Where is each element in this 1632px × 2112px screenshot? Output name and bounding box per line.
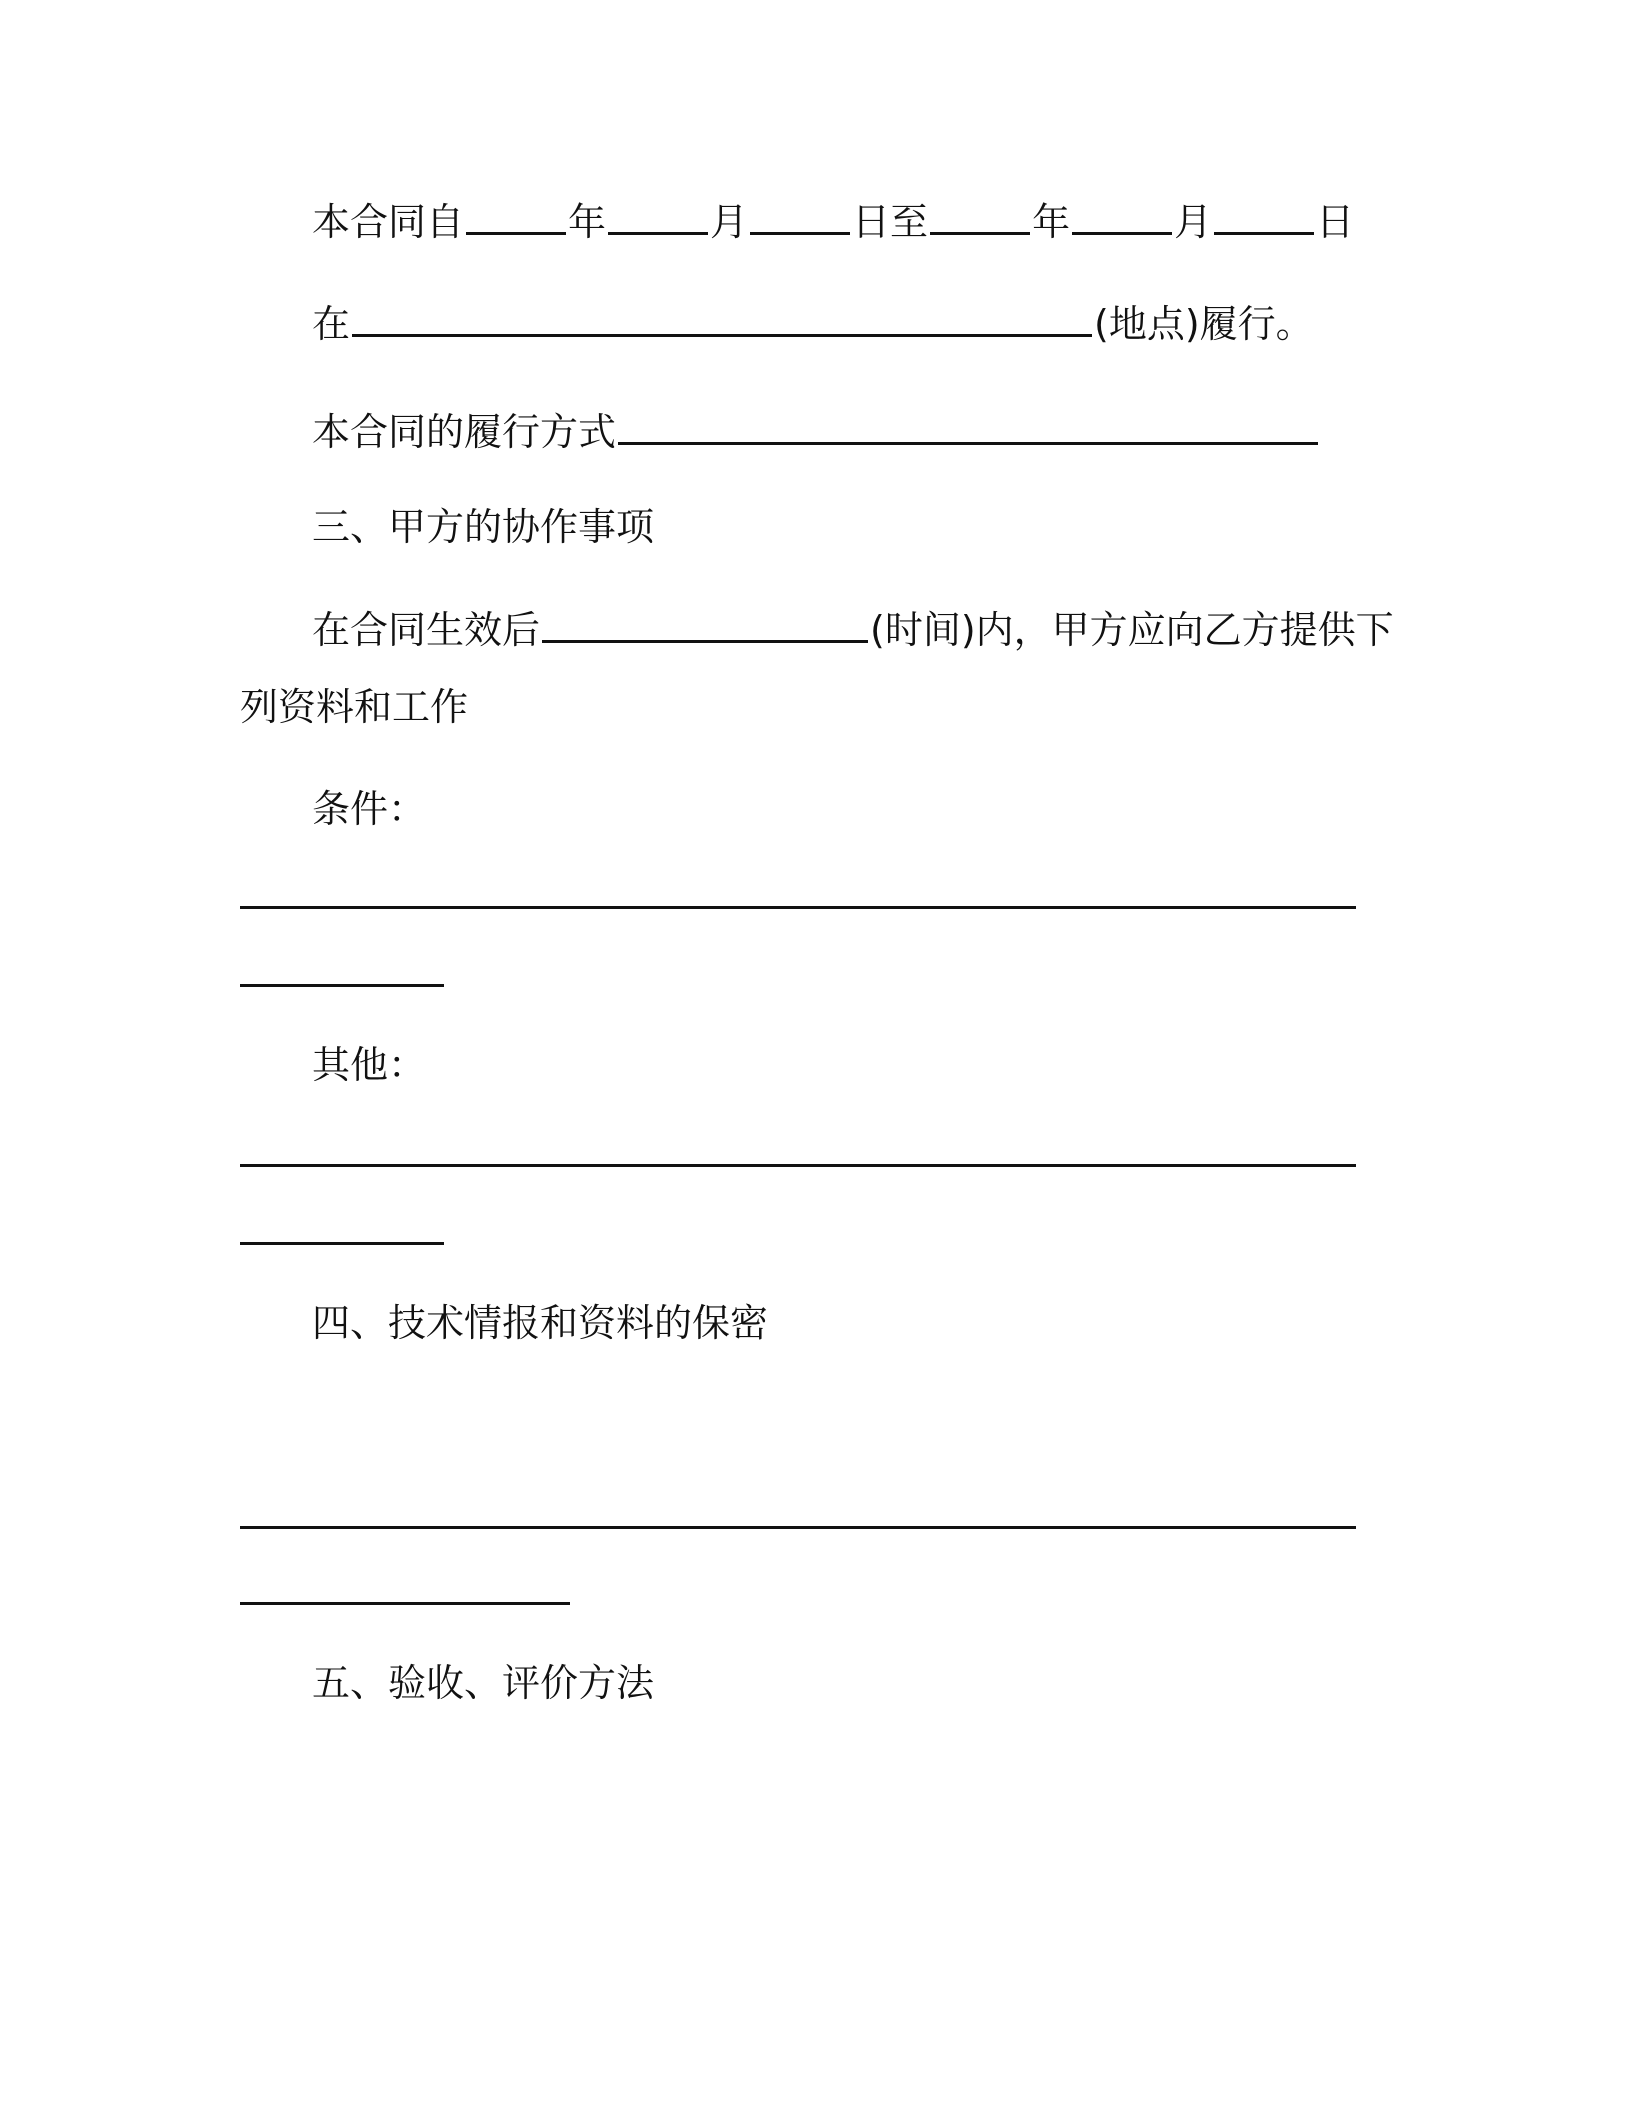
contract-period-line: [312, 196, 1354, 246]
start-day-label: 日至: [852, 200, 929, 244]
location-line: [312, 298, 1314, 348]
method-label: 本合同的履行方式: [312, 410, 617, 454]
start-year-label: 年: [568, 200, 607, 244]
time-blank[interactable]: [542, 604, 868, 643]
location-prefix: 在: [312, 302, 351, 346]
cooperation-suffix: (时间)内，甲方应向乙方提供下: [870, 608, 1394, 652]
start-year-blank[interactable]: [466, 196, 566, 235]
other-label: 其他：: [312, 1043, 427, 1087]
end-year-label: 年: [1032, 200, 1071, 244]
method-line: [312, 406, 1320, 456]
end-year-blank[interactable]: [930, 196, 1030, 235]
section-5-heading: 五、验收、评价方法: [312, 1661, 655, 1705]
conditions-blank-line-1[interactable]: [240, 906, 1356, 909]
cooperation-line: [312, 604, 1394, 654]
end-day-blank[interactable]: [1214, 196, 1314, 235]
cooperation-continuation: 列资料和工作: [240, 685, 469, 729]
end-month-blank[interactable]: [1072, 196, 1172, 235]
start-month-blank[interactable]: [608, 196, 708, 235]
conditions-label: 条件：: [312, 787, 427, 831]
conditions-blank-line-2[interactable]: [240, 984, 444, 987]
section-4-heading: 四、技术情报和资料的保密: [312, 1301, 769, 1345]
location-blank[interactable]: [352, 298, 1092, 337]
period-prefix: 本合同自: [312, 200, 465, 244]
other-blank-line-1[interactable]: [240, 1164, 1356, 1167]
method-blank[interactable]: [618, 406, 1318, 445]
cooperation-prefix: 在合同生效后: [312, 608, 541, 652]
start-month-label: 月: [710, 200, 749, 244]
end-month-label: 月: [1174, 200, 1213, 244]
location-suffix: (地点)履行。: [1094, 302, 1314, 346]
start-day-blank[interactable]: [750, 196, 850, 235]
confidentiality-blank-line-2[interactable]: [240, 1602, 570, 1605]
end-day-label: 日: [1316, 200, 1355, 244]
section-3-heading: 三、甲方的协作事项: [312, 505, 655, 549]
other-blank-line-2[interactable]: [240, 1242, 444, 1245]
confidentiality-blank-line-1[interactable]: [240, 1526, 1356, 1529]
